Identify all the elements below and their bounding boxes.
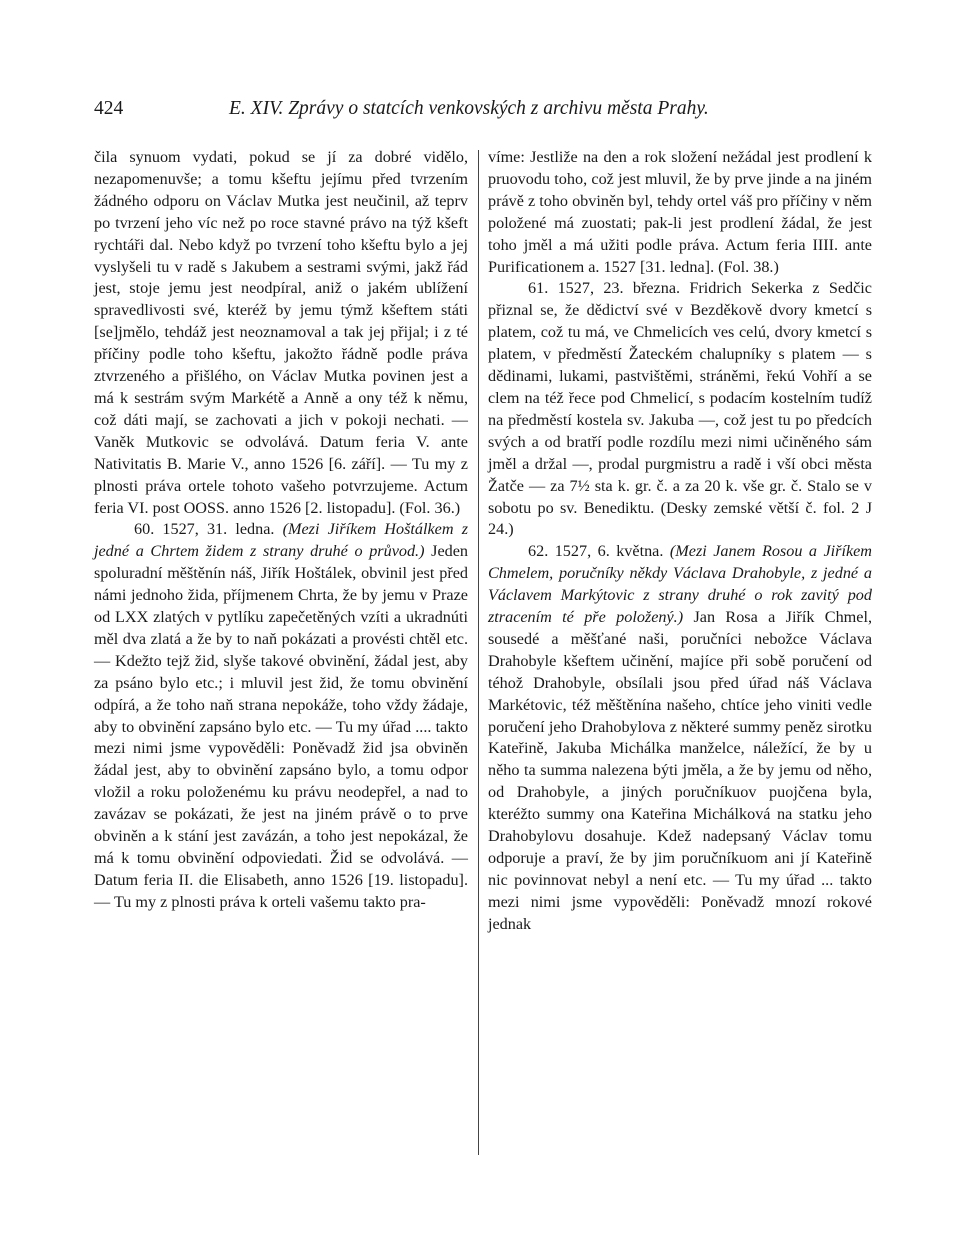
- entry-60-body: Jeden spoluradní měštěnín náš, Jiřík Hoštálek, obvinil jest před námi jednoho žida, příjmenem Chrta, že by jemu v Praze od LXX zlatých v pytlíku zapečetěných vzíti a ukradnúti měl dva zlatá a že by to naň pokázati a provésti chtěl etc. — Kdežto tejž žid, slyše takové obvinění, žádal jest, aby za psáno bylo etc.; i mluvil jest žid, že tomu obvinění odpírá, a že toho naň strana nepokáže, toho vždy žádaje, aby to obvinění zapsáno bylo etc. — Tu my úřad .... takto mezi nimi jsme vypověděli: Poněvadž žid jsa obviněn žádal jest, aby to obvinění zapsáno bylo, a tomu odpor vložil a roku položenému ku právu neodepřel, a nad to zavázav se pokázati, že jest na jiném právě o to prve obviněn a k stání jest zavázán, a toho jest nepokázal, že má k tomu obvinění odpoviedati. Žid se odvolává. — Datum feria II. die Elisabeth, anno 1526 [19. listopadu]. — Tu my z plnosti práva k orteli vašemu takto pra-: [94, 542, 468, 911]
- left-column: [94, 147, 468, 914]
- entry-62-heading: 62. 1527, 6. května.: [528, 542, 664, 561]
- left-paragraph-1: čila synuom vydati, pokud se jí za dobré vidělo, nezapomenuvše; a tomu kšeftu jejímu před tvrzením žádného odporu on Václav Mutka jest neučinil, až teprv po tvrzení jeho víc než po roce stavné právo na týž kšeft rychtáři dal. Nebo když po tvrzení toho kšeftu bylo a jej vyslyšeli tu v radě s Jakubem a sestrami svými, jakž řád jest, stoje jemu jest neodpíral, aniž o jakém ublížení spravedlivosti své, kteréž by jemu týmž kšeftem státi [se]jmělo, tehdáž jest neoznamoval a tak jej přijal; i z té příčiny podle toho kšeftu, jakožto řádně podle práva ztvrzeného a přišlého, on Václav Mutka povinen jest a má k sestrám svým Markétě a Anně a ony též k němu, což dáti mají, se zachovati a jich v pokoji nechati. — Vaněk Mutkovic se odvolává. Datum feria V. ante Nativitatis B. Marie V., anno 1526 [6. září]. — Tu my z plnosti práva ortele tohoto vašeho potvrzujeme. Actum feria VI. post OOSS. anno 1526 [2. listopadu]. (Fol. 36.): [94, 148, 468, 517]
- right-column: [488, 147, 872, 936]
- entry-62-subject: (Mezi Janem Rosou a Jiříkem Chmelem, poručníky někdy Václava Drahobyle, z jedné a Václavem Markýtovic z strany druhé o rok zavitý pod ztracením té pře položený.): [488, 542, 873, 627]
- entry-62-body: Jan Rosa a Jiřík Chmel, sousedé a měšťané naši, poručníci nebožce Václava Drahobyle kšeftem učinění, majíce při sobě poručení od téhož Drahobyle, obsílali jsou před úřad náš Václava Markétovic, též měštěnína našeho, chtíce jeho viniti vedle poručení jeho Drahobylova z některé summy peněz sirotku Kateřině, Jakuba Michálka manželce, náležící, že by u něho ta summa nalezena býti jměla, a že by jemu od něho, od Drahobyle, a jiných poručníkuov puojčena byla, kteréžto summy ona Kateřina Michálková na statku jeho Drahobylovu dosahuje. Kdež nadepsaný Václav tomu odporuje a praví, že by jim poručníkuom ani jí Kateřině nic povinnovat nebyl a není etc. — Tu my úřad ... takto mezi nimi jsme vypověděli: Poněvadž mnozí rokové jednak: [488, 608, 872, 933]
- entry-60-heading: 60. 1527, 31. ledna.: [134, 520, 275, 539]
- entry-61: 61. 1527, 23. března. Fridrich Sekerka z Sedčic přiznal se, že dědictví své v Bezděkově dvory kmetcí s platem, což tu má, ve Chmelicích ves celú, dvory kmetcí s platem, v předměstí Žateckém chalupníky s platem — s dědinami, lukami, pastvištěmi, stráněmi, řekú Vohří a se clem na též řece pod Chmelicí, s podacím kostelním tudíž na předměstí kostela sv. Jakuba —, což jest tu po předcích svých a od bratří podle rozdílu mezi nimi učiněného sám jměl a držal —, prodal purgmistru a radě i vší obci města Žatče — za 7½ sta k. gr. č. a za 20 k. vše gr. č. Stalo se v sobotu po sv. Benediktu. (Desky zemské větší č. fol. 2 J 24.): [488, 279, 872, 539]
- page-header: [94, 98, 874, 128]
- page-number: 424: [94, 98, 124, 119]
- left-paragraph-2: [94, 519, 468, 913]
- column-divider: [478, 150, 479, 1155]
- entry-60-subject: (Mezi Jiříkem Hoštálkem z jedné a Chrtem židem z strany druhé o průvod.): [94, 520, 468, 561]
- right-paragraph-1: víme: Jestliže na den a rok složení nežádal jest prodlení k pruovodu toho, což jest mluvil, že by prve jinde a na jiném právě z toho obviněn byl, tehdy ortel váš pro příčiny v něm položené má zuostati; pak-li jest prodlení žádal, že jest toho jměl a má užiti podle práva. Actum feria IIII. ante Purificationem a. 1527 [31. ledna]. (Fol. 38.): [488, 148, 872, 276]
- running-title: E. XIV. Zprávy o statcích venkovských z archivu města Prahy.: [229, 98, 709, 119]
- right-paragraph-3: [488, 541, 872, 935]
